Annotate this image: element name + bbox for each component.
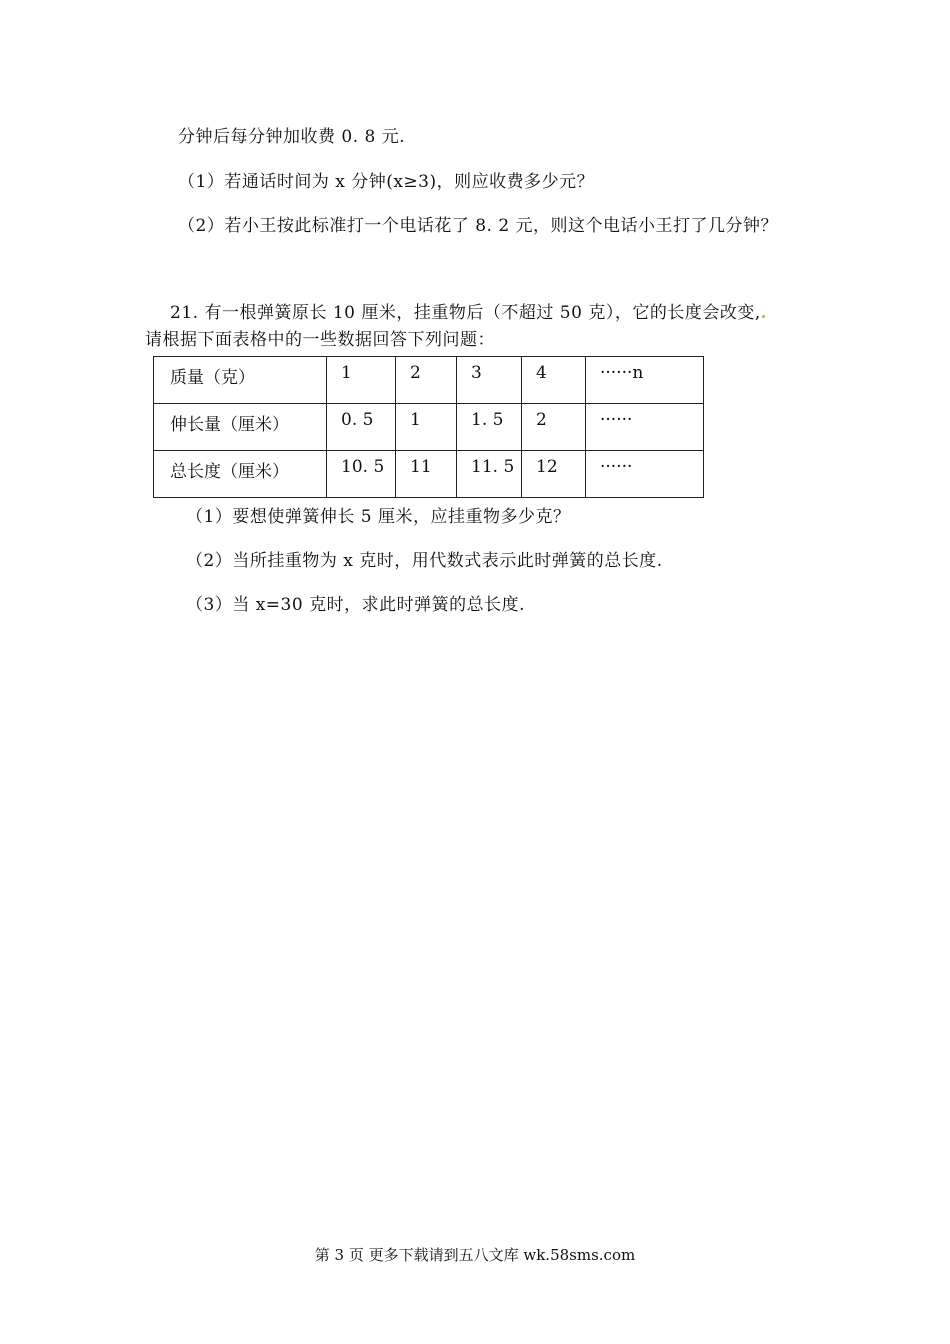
table-cell: ······	[586, 451, 704, 498]
table-cell: 1	[327, 357, 396, 404]
problem20-continuation: 分钟后每分钟加收费 0. 8 元.	[178, 127, 406, 147]
table-cell: 1. 5	[457, 404, 522, 451]
table-row	[154, 404, 704, 451]
table-cell: 11. 5	[457, 451, 522, 498]
table-cell: 0. 5	[327, 404, 396, 451]
spring-data-table	[153, 356, 704, 498]
table-cell: 2	[522, 404, 586, 451]
table-cell: 3	[457, 357, 522, 404]
table-cell: 11	[396, 451, 457, 498]
table-cell: 总长度（厘米）	[154, 451, 327, 498]
table-cell: 4	[522, 357, 586, 404]
table-row	[154, 451, 704, 498]
table-cell: 1	[396, 404, 457, 451]
problem21-intro-line1	[170, 302, 765, 324]
problem21-question-2: （2）当所挂重物为 x 克时，用代数式表示此时弹簧的总长度.	[186, 551, 663, 571]
problem20-question-1: （1）若通话时间为 x 分钟(x≥3)，则应收费多少元？	[178, 172, 595, 192]
table-cell: 2	[396, 357, 457, 404]
page-footer: 第 3 页 更多下载请到五八文库 wk.58sms.com	[314, 1246, 636, 1264]
table-row	[154, 357, 704, 404]
table-cell: 12	[522, 451, 586, 498]
problem21-intro-line2: 请根据下面表格中的一些数据回答下列问题：	[145, 330, 495, 350]
table-cell: ······	[586, 404, 704, 451]
problem21-question-3: （3）当 x=30 克时，求此时弹簧的总长度.	[186, 595, 525, 615]
green-dot-mark	[762, 315, 765, 318]
problem20-question-2: （2）若小王按此标准打一个电话花了 8. 2 元，则这个电话小王打了几分钟？	[178, 216, 779, 236]
table-cell: 质量（克）	[154, 357, 327, 404]
problem21-intro-text: 21. 有一根弹簧原长 10 厘米，挂重物后（不超过 50 克），它的长度会改变,	[170, 303, 761, 323]
problem21-question-1: （1）要想使弹簧伸长 5 厘米，应挂重物多少克？	[186, 507, 571, 527]
table-cell: 伸长量（厘米）	[154, 404, 327, 451]
table-cell: 10. 5	[327, 451, 396, 498]
table-cell: ······n	[586, 357, 704, 404]
